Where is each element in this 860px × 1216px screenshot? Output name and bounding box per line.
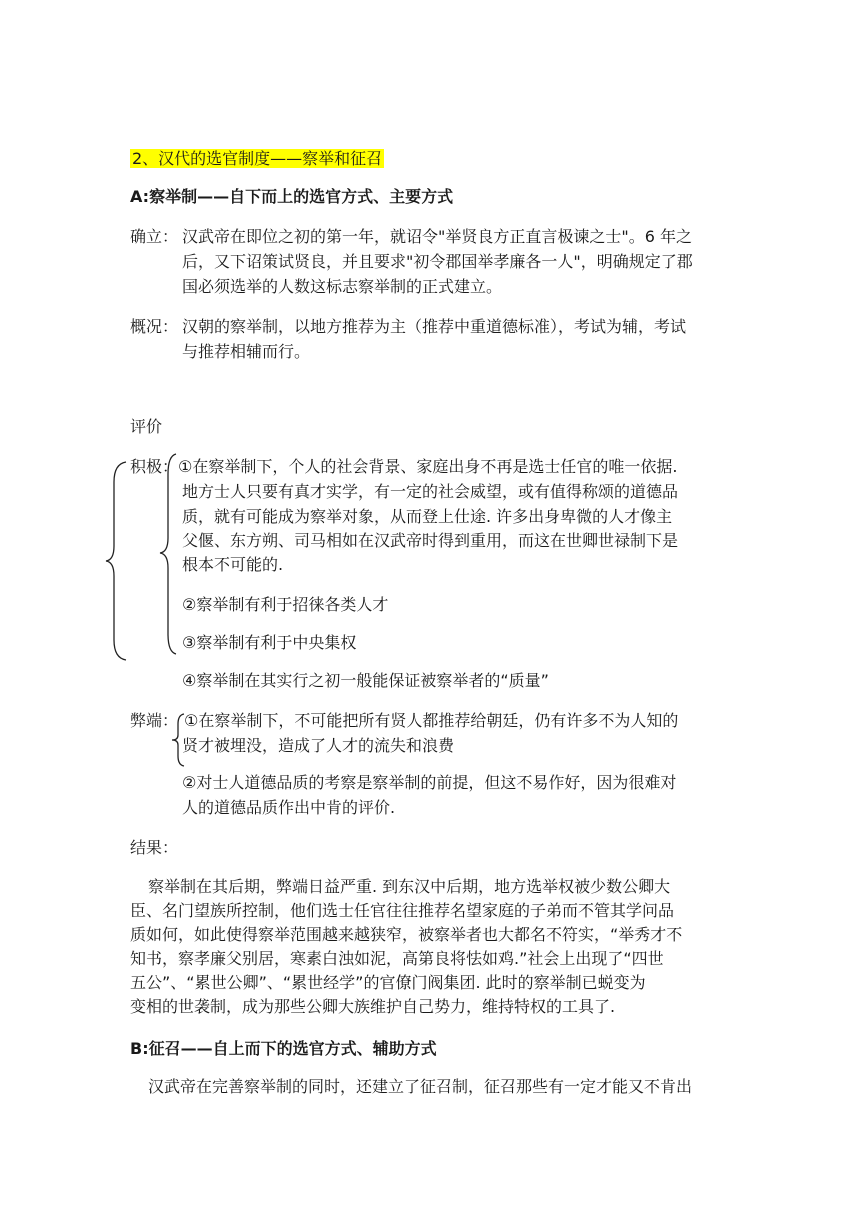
negative-item-1-line-2: 贤才被埋没，造成了人才的流失和浪费 [182,736,455,755]
evaluation-label: 评价 [130,417,163,436]
establish-line-3: 国必须选举的人数这标志察举制的正式建立。 [182,277,503,296]
establish-label: 确立： [130,227,179,246]
result-line-1: 察举制在其后期，弊端日益严重. 到东汉中后期，地方选举权被少数公卿大 [148,877,671,896]
establish-line-1: 汉武帝在即位之初的第一年，就诏令"举贤良方正直言极谏之士"。6 年之 [182,227,692,246]
result-line-2: 臣、名门望族所控制，他们选士任官往往推荐名望家庭的子弟而不管其学问品 [130,901,675,920]
negative-label: 弊端： [130,711,179,730]
positive-item-1-line-1: ①在察举制下，个人的社会背景、家庭出身不再是选士任官的唯一依据. [178,457,678,476]
positive-inner-brace [156,452,178,656]
positive-item-1-line-4: 父偃、东方朔、司马相如在汉武帝时得到重用，而这在世卿世禄制下是 [182,531,679,550]
section-b-line-1: 汉武帝在完善察举制的同时，还建立了征召制，征召那些有一定才能又不肯出 [148,1077,693,1096]
result-line-3: 质如何，如此使得察举范围越来越狭窄，被察举者也大都名不符实，“举秀才不 [130,925,683,944]
overview-line-1: 汉朝的察举制，以地方推荐为主（推荐中重道德标准），考试为辅，考试 [182,317,687,336]
positive-item-1-line-2: 地方士人只要有真才实学，有一定的社会威望，或有值得称颂的道德品 [182,482,679,501]
result-line-6: 变相的世袭制，成为那些公卿大族维护自己势力，维持特权的工具了. [130,997,616,1016]
section-title [130,148,384,170]
result-line-5: 五公”、“累世公卿”、“累世经学”的官僚门阀集团. 此时的察举制已蜕变为 [130,973,646,992]
positive-item-3: ③察举制有利于中央集权 [182,633,357,652]
overview-label: 概况： [130,317,179,336]
positive-label: 积极： [130,457,179,476]
result-label: 结果： [130,838,179,857]
overview-line-2: 与推荐相辅而行。 [182,342,311,361]
highlighted-title: 2、汉代的选官制度——察举和征召 [132,149,383,168]
negative-item-2-line-2: 人的道德品质作出中肯的评价. [182,798,396,817]
section-a-heading: A:察举制——自下而上的选官方式、主要方式 [130,187,454,206]
section-b-heading: B:征召——自上而下的选官方式、辅助方式 [130,1039,437,1058]
negative-item-2-line-1: ②对士人道德品质的考察是察举制的前提，但这不易作好，因为很难对 [182,773,677,792]
positive-item-4: ④察举制在其实行之初一般能保证被察举者的“质量” [182,671,549,690]
positive-item-1-line-5: 根本不可能的. [182,555,284,574]
positive-item-2: ②察举制有利于招徕各类人才 [182,595,389,614]
result-line-4: 知书，察孝廉父别居，寒素白浊如泥，高第良将怯如鸡.”社会上出现了“四世 [130,949,664,968]
negative-item-1-line-1: ①在察举制下，不可能把所有贤人都推荐给朝廷，仍有许多不为人知的 [184,711,679,730]
positive-item-1-line-3: 质，就有可能成为察举对象，从而登上仕途. 许多出身卑微的人才像主 [182,507,673,526]
outer-brace [104,460,130,662]
establish-line-2: 后，又下诏策试贤良，并且要求"初令郡国举孝廉各一人"，明确规定了郡 [182,252,693,271]
